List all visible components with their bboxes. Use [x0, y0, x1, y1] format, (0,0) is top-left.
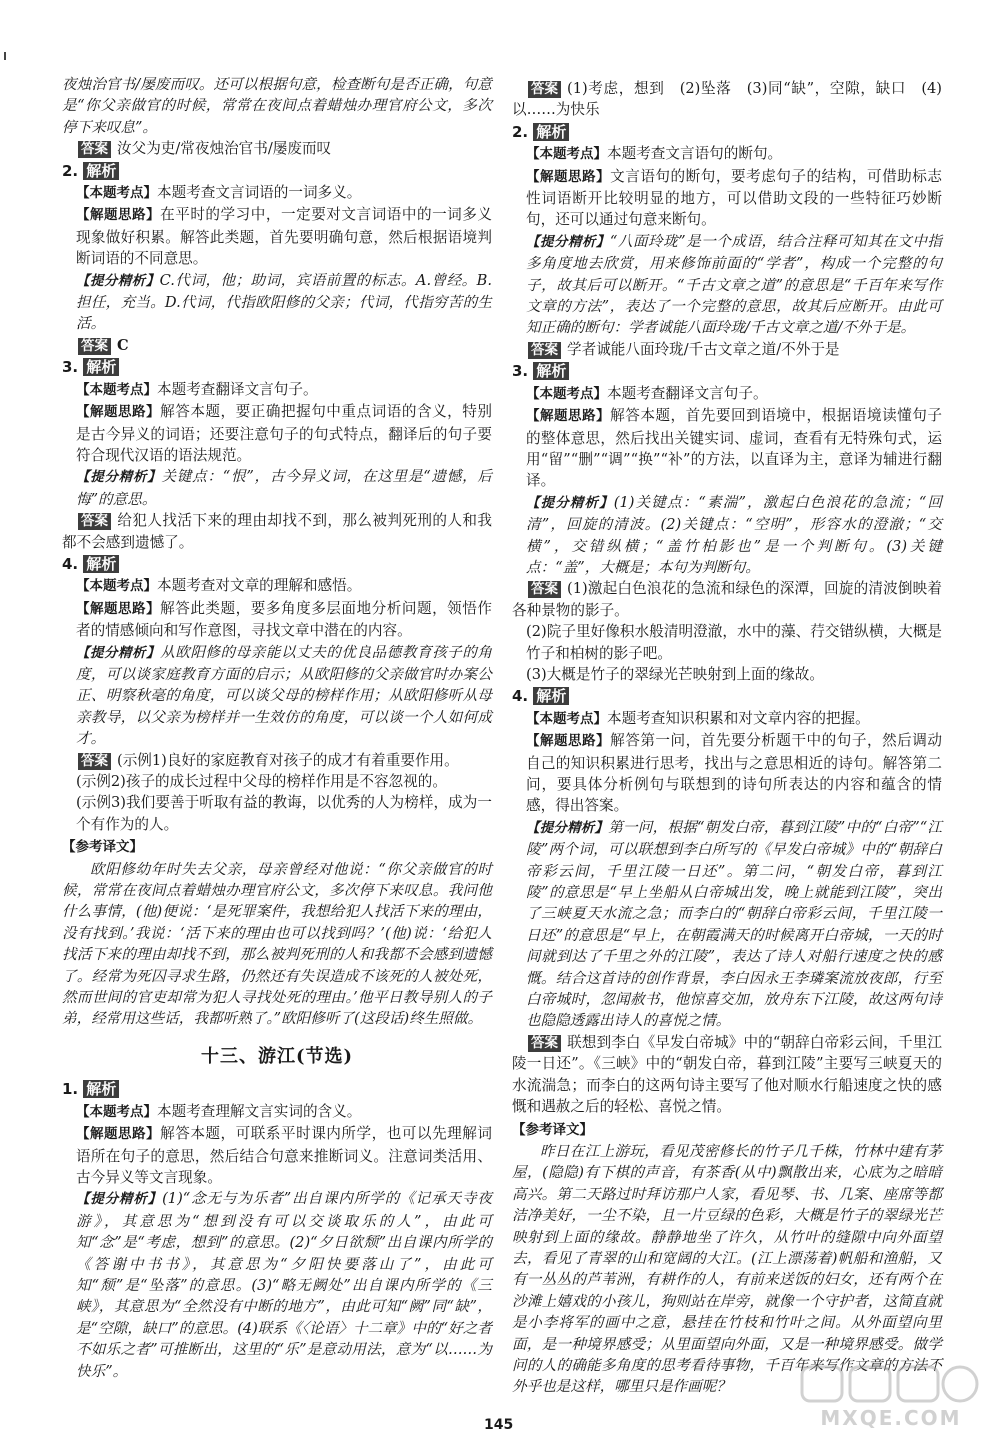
q4-analysis [62, 642, 492, 750]
analysis-text: 从欧阳修的母亲能以丈夫的优良品德教育孩子的角度，可以谈家庭教育方面的启示；从欧阳修的父亲做官时办案公正、明察秋毫的角度，可以谈父母的榜样作用；从欧阳修听从母亲教导，以父亲为榜样并一生效仿的角度，可以谈一个人如何成才。 [76, 643, 492, 748]
analysis-label: 解析 [83, 162, 119, 180]
answer-label: 答案 [78, 141, 111, 158]
section-question-2-heading [512, 122, 942, 143]
reference-translation-heading: 【参考译文】 [512, 1121, 593, 1138]
analysis-tag: 【提分精析】 [526, 233, 610, 250]
q2-analysis [62, 270, 492, 335]
question-number: 2. [62, 161, 79, 180]
analysis-label: 解析 [533, 123, 569, 141]
approach-text: 解答本题，要正确把握句中重点词语的含义，特别是古今异义的词语；还要注意句子的句式特点，翻译后的句子要符合现代汉语的语法规范。 [76, 403, 492, 464]
q3-analysis [62, 466, 492, 510]
q2-keypoint [62, 182, 492, 204]
answer-text: (1)激起白色浪花的急流和绿色的深潭，回旋的清波倒映着各种景物的影子。 [512, 580, 942, 619]
analysis-tag: 【提分精析】 [76, 469, 162, 486]
approach-tag: 【解题思路】 [76, 207, 161, 224]
question-number: 4. [512, 687, 529, 706]
answer-s3-3: (3)大概是竹子的翠绿光芒映射到上面的缘故。 [526, 665, 824, 683]
analysis-label: 解析 [83, 1080, 119, 1098]
question-number: 4. [62, 554, 79, 573]
q2-approach [62, 204, 492, 269]
approach-text: 解答本题，首先要回到语境中，根据语境读懂句子的整体意思，然后找出关键实词、虚词，查看有无特殊句式，运用“留”“删”“调”“换”“补”的方法，以直译为主，意译为辅进行翻译。 [526, 407, 942, 490]
answer-text: 汝父为吏/常夜烛治官书/屡废而叹 [117, 140, 332, 158]
analysis-label: 解析 [83, 358, 119, 376]
approach-tag: 【解题思路】 [526, 408, 611, 425]
keypoint-text: 本题考查对文章的理解和感悟。 [157, 577, 362, 595]
analysis-tag: 【提分精析】 [76, 1191, 163, 1208]
approach-tag: 【解题思路】 [76, 1126, 161, 1143]
answer-4-example-1 [62, 750, 492, 771]
keypoint-tag: 【本题考点】 [526, 146, 607, 163]
answer-s4 [512, 1032, 942, 1118]
section-question-4-heading [512, 686, 942, 707]
question-number: 3. [512, 362, 529, 381]
answer-s1 [512, 78, 942, 121]
q4-keypoint [62, 575, 492, 597]
rq3-approach [512, 405, 942, 492]
approach-tag: 【解题思路】 [76, 404, 161, 421]
keypoint-text: 本题考查知识积累和对文章内容的把握。 [607, 709, 870, 727]
analysis-text: (1)“念无与为乐者”出自课内所学的《记承天寺夜游》，其意思为“想到没有可以交谈取乐的人”，由此可知“念”是“考虑，想到”的意思。(2)“夕日欲颓”出自课内所学的《答谢中书书》，其意思为“夕阳快要落山了”，由此可知“颓”是“坠落”的意思。(3)“略无阙处”出自课内所学的《三峡》，其意思为“全然没有中断的地方”，由此可知“阙”同“缺”，是“空隙，缺口”的意思。(4)联系《〈论语〉十二章》中的“好之者不如乐之者”可推断出，这里的“乐”是意动用法，意为“以……为快乐”。 [76, 1190, 492, 1380]
intro-paragraph: 夜烛治官书/屡废而叹。还可以根据句意，检查断句是否正确，句意是“你父亲做官的时候，常常在夜间点着蜡烛办理官府公文，多次停下来叹息”。 [62, 76, 492, 136]
answer-text: (示例1)良好的家庭教育对孩子的成才有着重要作用。 [117, 751, 459, 769]
section-question-3-heading [512, 361, 942, 382]
approach-text: 解答本题，可联系平时课内所学，也可以先理解词语所在句子的意思，然后结合句意来推断词义。注意词类活用、古今异义等文言现象。 [76, 1125, 492, 1186]
reference-translation-text: 昨日在江上游玩，看见茂密修长的竹子几千株，竹林中建有茅屋，(隐隐)有下棋的声音，有茶香(从中)飘散出来，心底为之暗暗高兴。第二天路过时拜访那户人家，看见琴、书、几案、座席等都洁净美好，一尘不染，且一片豆绿的色彩，大概是竹子的翠绿光芒映射到上面的缘故。静静地坐了许久，从竹叶的缝隙中向外面望去，看见了青翠的山和宽阔的大江。(江上漂荡着)帆船和渔船，又有一丛丛的芦苇洲，有耕作的人，有前来送饭的妇女，还有两个在沙滩上嬉戏的小孩儿，狗则站在岸旁，就像一个守护者，这简直就是小李将军的画中之意，悬挂在竹枝和竹叶之间。从外面望向里面，是一种境界感受；从里面望向外面，又是一种境界感受。做学问的人的确能多角度的思考看待事物，千百年来写作文章的方法不外乎也是这样，哪里只是作画呢？ [512, 1142, 942, 1396]
analysis-text: (1)关键点：“素湍”，激起白色浪花的急流；“回清”，回旋的清波。(2)关键点：“空明”，形容水的澄澈；“交横”，交错纵横；“盖竹柏影也”是一个判断句。(3)关键点：“盖”，大概是；本句为判断句。 [526, 493, 942, 576]
answer-label: 答案 [528, 581, 561, 598]
answer-4-example-2: (示例2)孩子的成长过程中父母的榜样作用是不容忽视的。 [76, 773, 447, 790]
rq3-analysis [512, 492, 942, 579]
answer-label: 答案 [528, 81, 561, 98]
scan-mark [4, 52, 6, 60]
question-number: 3. [62, 358, 79, 377]
reference-translation-text: 欧阳修幼年时失去父亲，母亲曾经对他说：“你父亲做官的时候，常常在夜间点着蜡烛办理官府公文，多次停下来叹息。我问他什么事情，(他)便说：‘是死罪案件，我想给犯人找活下来的理由，没有找到。’我说：‘活下来的理由也可以找到吗？’(他)说：‘给犯人找活下来的理由却找不到，那么被判死刑的人和我都不会感到遗憾了。经常为死囚寻求生路，仍然还有失误造成不该死的人被处死，然而世间的官吏却常为犯人寻找处死的理由。’他平日教导别人的子弟，经常用这些话，我都听熟了。”欧阳修听了(这段话)终生照做。 [62, 860, 492, 1028]
answer-label: 答案 [528, 342, 561, 359]
rq4-keypoint [512, 708, 942, 730]
answer-s3-2: (2)院子里好像积水般清明澄澈，水中的藻、荇交错纵横，大概是竹子和柏树的影子吧。 [526, 623, 942, 662]
keypoint-text: 本题考查翻译文言句子。 [157, 380, 318, 398]
answer-1 [62, 138, 492, 159]
analysis-tag: 【提分精析】 [526, 819, 609, 836]
rq4-analysis [512, 817, 942, 1032]
analysis-text: “八面玲珑”是一个成语，结合注释可知其在文中指多角度地去欣赏，用来修饰前面的“学者”，构成一个完整的句子，故其后可以断开。“千古文章之道”的意思是“千百年来写作文章的方法”，表达了一个完整的意思，故其后应断开。由此可知正确的断句：学者诚能八面玲珑/千古文章之道/不外于是。 [526, 232, 942, 337]
answer-s2 [512, 339, 942, 360]
approach-text: 解答第一问，首先要分析题干中的句子，然后调动自己的知识积累进行思考，找出与之意思相近的诗句。解答第二问，要具体分析例句与联想到的诗句所表达的内容和蕴含的情感，得出答案。 [526, 732, 942, 815]
approach-tag: 【解题思路】 [526, 733, 611, 750]
answer-s3-1 [512, 578, 942, 621]
rq2-keypoint [512, 143, 942, 165]
reference-translation-heading: 【参考译文】 [62, 839, 143, 856]
left-column [62, 74, 492, 1382]
rq4-approach [512, 730, 942, 817]
keypoint-tag: 【本题考点】 [76, 185, 157, 202]
s1-keypoint [62, 1101, 492, 1123]
approach-tag: 【解题思路】 [76, 600, 161, 617]
approach-tag: 【解题思路】 [526, 168, 611, 185]
approach-text: 在平时的学习中，一定要对文言词语中的一词多义现象做好积累。解答此类题，首先要明确句意，然后根据语境判断词语的不同意思。 [76, 206, 492, 268]
answer-4-example-3: (示例3)我们要善于听取有益的教诲，以优秀的人为榜样，成为一个有作为的人。 [76, 794, 492, 833]
answer-text: C [117, 336, 129, 354]
rq2-approach [512, 166, 942, 231]
keypoint-text: 本题考查翻译文言句子。 [607, 384, 768, 402]
s1-approach [62, 1123, 492, 1188]
answer-label: 答案 [78, 338, 111, 355]
svg-text:MXQE.COM: MXQE.COM [820, 1406, 962, 1430]
section-title: 十三、游江(节选) [200, 1045, 354, 1067]
answer-label: 答案 [78, 513, 111, 530]
answer-label: 答案 [78, 753, 111, 770]
question-2-heading [62, 161, 492, 182]
answer-2 [62, 335, 492, 356]
approach-text: 解答此类题，要多角度多层面地分析问题，领悟作者的情感倾向和写作意图，寻找文章中潜在的内容。 [76, 599, 492, 640]
keypoint-tag: 【本题考点】 [526, 385, 607, 402]
answer-text: 学者诚能八面玲珑/千古文章之道/不外于是 [567, 340, 840, 358]
question-number: 1. [62, 1080, 79, 1099]
s1-analysis [62, 1188, 492, 1382]
answer-label: 答案 [528, 1035, 561, 1052]
question-4-heading [62, 554, 492, 575]
analysis-label: 解析 [83, 555, 119, 573]
analysis-text: 关键点：“恨”，古今异义词，在这里是“遗憾，后悔”的意思。 [76, 468, 493, 508]
keypoint-tag: 【本题考点】 [526, 710, 607, 727]
q3-approach [62, 401, 492, 466]
keypoint-text: 本题考查文言语句的断句。 [607, 145, 783, 163]
analysis-tag: 【提分精析】 [526, 494, 614, 511]
question-number: 2. [512, 122, 529, 141]
keypoint-text: 本题考查文言词语的一词多义。 [157, 184, 362, 202]
question-3-heading [62, 357, 492, 378]
approach-text: 文言语句的断句，要考虑句子的结构，可借助标志性词语断开比较明显的地方，可以借助文段的一些特征巧妙断句，还可以通过句意来断句。 [526, 167, 942, 229]
analysis-label: 解析 [533, 687, 569, 705]
keypoint-tag: 【本题考点】 [76, 1103, 157, 1120]
analysis-tag: 【提分精析】 [76, 644, 161, 661]
right-column [512, 78, 942, 1398]
answer-3 [62, 510, 492, 553]
keypoint-tag: 【本题考点】 [76, 578, 157, 595]
rq3-keypoint [512, 383, 942, 405]
analysis-tag: 【提分精析】 [76, 272, 160, 289]
watermark-logo [796, 1361, 986, 1433]
answer-text: (1)考虑，想到 (2)坠落 (3)同“缺”，空隙，缺口 (4)以……为快乐 [512, 80, 942, 119]
q3-keypoint [62, 379, 492, 401]
keypoint-text: 本题考查理解文言实词的含义。 [157, 1102, 362, 1120]
section-question-1-heading [62, 1079, 492, 1100]
analysis-label: 解析 [533, 362, 569, 380]
rq2-analysis [512, 231, 942, 339]
page-number: 145 [484, 1417, 514, 1433]
keypoint-tag: 【本题考点】 [76, 381, 157, 398]
analysis-text: C.代词，他；助词，宾语前置的标志。A.曾经。B.担任，充当。D.代词，代指欧阳修的父亲；代词，代指穷苦的生活。 [76, 271, 493, 333]
answer-text: 联想到李白《早发白帝城》中的“朝辞白帝彩云间，千里江陵一日还”。《三峡》中的“朝发白帝，暮到江陵”主要写三峡夏天的水流湍急；而李白的这两句诗主要写了他对顺水行船速度之快的感慨和遇赦之后的轻松、喜悦之情。 [512, 1033, 942, 1116]
q4-approach [62, 598, 492, 642]
analysis-text: 第一问，根据“朝发白帝，暮到江陵”中的“白帝”“江陵”两个词，可以联想到李白所写的《早发白帝城》中的“朝辞白帝彩云间，千里江陵一日还”。第二问，“朝发白帝，暮到江陵”的意思是“早上坐船从白帝城出发，晚上就能到江陵”，突出了三峡夏天水流之急；而李白的“朝辞白帝彩云间，千里江陵一日还”的意思是“早上，在朝霞满天的时候离开白帝城，一天的时间就到达了千里之外的江陵”，表达了诗人对船行速度之快的感慨。结合这首诗的创作背景，李白因永王李璘案流放夜郎，行至白帝城时，忽闻赦书，他惊喜交加，放舟东下江陵，故这两句诗也隐隐透露出诗人的喜悦之情。 [526, 818, 942, 1030]
answer-text: 给犯人找活下来的理由却找不到，那么被判死刑的人和我都不会感到遗憾了。 [62, 512, 492, 551]
